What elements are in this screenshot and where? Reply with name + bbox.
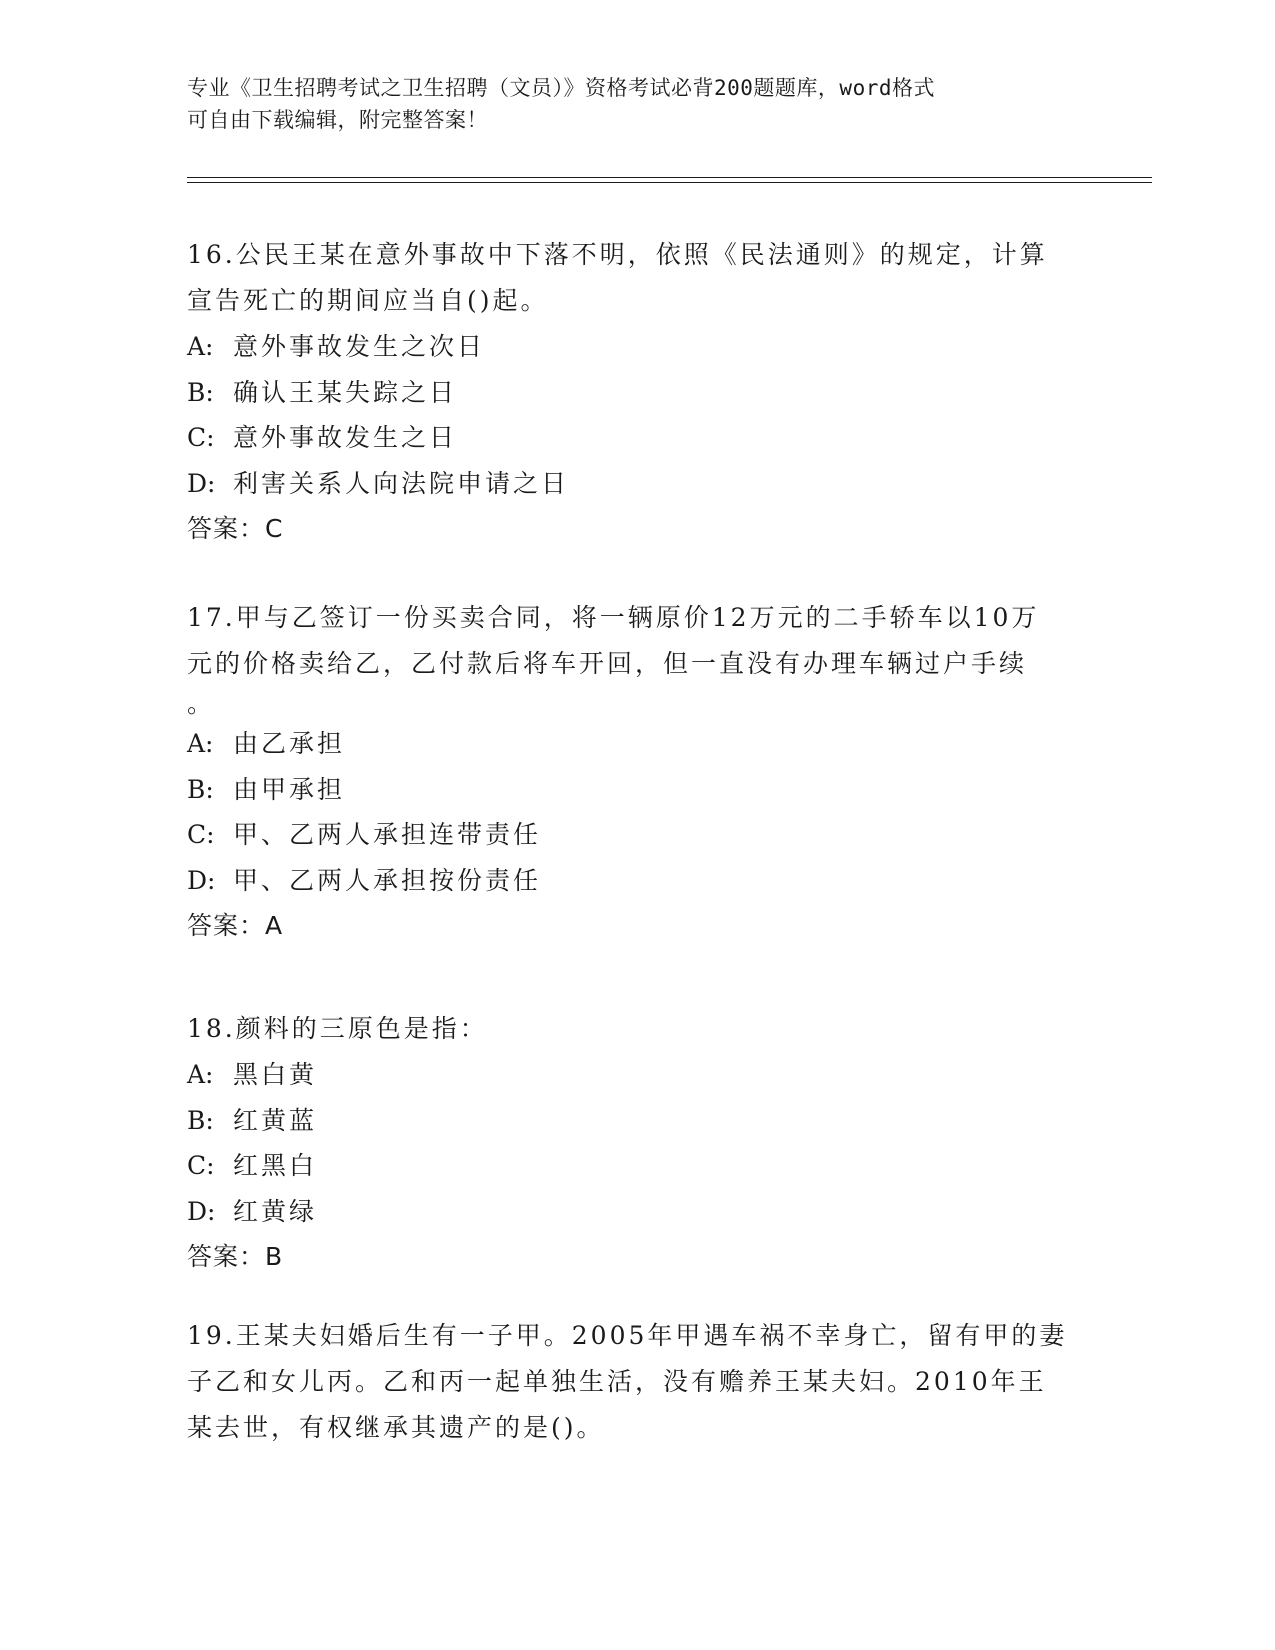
question-text-line: 18.颜料的三原色是指：	[187, 1014, 488, 1043]
option-b	[187, 370, 1087, 416]
question-text-line: 子乙和女儿丙。乙和丙一起单独生活，没有赡养王某夫妇。2010年王	[187, 1367, 1047, 1396]
question-text-line: 19.王某夫妇婚后生有一子甲。2005年甲遇车祸不幸身亡，留有甲的妻	[187, 1321, 1068, 1350]
answer-line: 答案：B	[187, 1242, 284, 1271]
header-line-2: 可自由下载编辑，附完整答案！	[187, 108, 488, 132]
header-divider-top	[187, 177, 1152, 178]
option-c	[187, 812, 1087, 858]
header-divider-bottom	[187, 182, 1152, 183]
option-letter: C:	[187, 423, 215, 452]
option-letter: D:	[187, 468, 216, 498]
option-c	[187, 1143, 1087, 1189]
question-19	[187, 1313, 1087, 1451]
option-text: 意外事故发生之日	[233, 423, 458, 452]
option-a	[187, 1052, 1087, 1098]
option-d	[187, 1189, 1087, 1235]
option-text: 意外事故发生之次日	[233, 332, 486, 361]
option-letter: A:	[187, 332, 214, 361]
option-c	[187, 415, 1087, 461]
option-d	[187, 858, 1087, 904]
option-a	[187, 324, 1087, 370]
option-letter: D:	[187, 865, 216, 895]
option-letter: A:	[187, 729, 214, 758]
answer-line: 答案：A	[187, 911, 284, 940]
option-letter: C:	[187, 820, 215, 849]
option-text: 甲、乙两人承担按份责任	[233, 865, 542, 895]
header-line-1: 专业《卫生招聘考试之卫生招聘（文员）》资格考试必背200题题库，word格式	[187, 76, 935, 100]
option-text: 由乙承担	[233, 729, 346, 758]
option-text: 确认王某失踪之日	[233, 377, 458, 407]
document-header	[187, 72, 1067, 136]
question-text-line: 。	[187, 689, 216, 718]
question-text-line: 17.甲与乙签订一份买卖合同，将一辆原价12万元的二手轿车以10万	[187, 603, 1040, 632]
option-letter: D:	[187, 1196, 216, 1226]
option-text: 黑白黄	[233, 1060, 318, 1089]
option-d	[187, 461, 1087, 507]
question-16	[187, 232, 1087, 552]
option-letter: C:	[187, 1151, 215, 1180]
option-text: 甲、乙两人承担连带责任	[233, 820, 542, 849]
question-text-line: 元的价格卖给乙，乙付款后将车开回，但一直没有办理车辆过户手续	[187, 649, 1028, 678]
option-text: 红黄蓝	[233, 1105, 318, 1135]
option-text: 利害关系人向法院申请之日	[233, 468, 570, 498]
option-text: 由甲承担	[233, 774, 346, 804]
question-text-line: 某去世，有权继承其遗产的是()。	[187, 1413, 605, 1442]
option-letter: B:	[187, 774, 214, 804]
question-18	[187, 1006, 1087, 1280]
question-17	[187, 595, 1087, 949]
option-b	[187, 767, 1087, 813]
question-text-line: 宣告死亡的期间应当自()起。	[187, 286, 549, 315]
option-letter: A:	[187, 1060, 214, 1089]
option-letter: B:	[187, 1105, 214, 1135]
option-a	[187, 721, 1087, 767]
option-text: 红黄绿	[233, 1196, 318, 1226]
question-text-line: 16.公民王某在意外事故中下落不明，依照《民法通则》的规定，计算	[187, 240, 1048, 269]
option-text: 红黑白	[233, 1151, 318, 1180]
answer-line: 答案：C	[187, 514, 284, 543]
option-b	[187, 1098, 1087, 1144]
option-letter: B:	[187, 377, 214, 407]
